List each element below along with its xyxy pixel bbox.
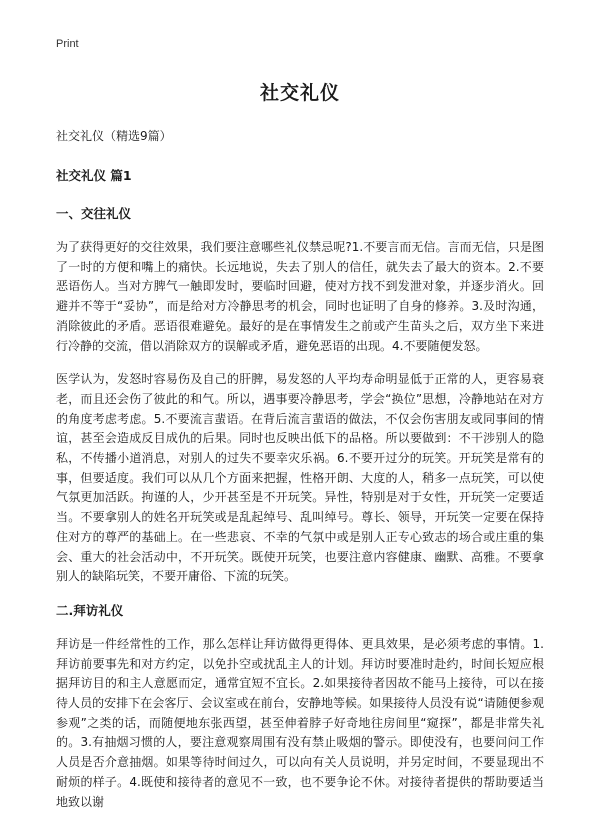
paragraph: 为了获得更好的交往效果，我们要注意哪些礼仪禁忌呢?1.不要言而无信。言而无信，只是图了一时的方便和嘴上的痛快。长远地说，失去了别人的信任，就失去了最大的资本。2.不要恶语伤人。当对方脾气一触即发时，要临时回避，使对方找不到发泄对象，并逐步消火。回避并不等于“妥协”，而是给对方冷静思考的机会，同时也证明了自身的修养。3.及时沟通，消除彼此的矛盾。恶语很难避免。最好的是在事情发生之前或产生苗头之后，双方坐下来进行冷静的交流，借以消除双方的误解或矛盾，避免恶语的出现。4.不要随便发怒。	[56, 240, 544, 353]
heading-communication-etiquette: 一、交往礼仪	[56, 206, 132, 221]
heading-visiting-etiquette: 二.拜访礼仪	[56, 602, 124, 618]
print-label: Print	[56, 38, 79, 50]
paragraph: 医学认为，发怒时容易伤及自己的肝脾，易发怒的人平均寿命明显低于正常的人，更容易衰老，而且还会伤了彼此的和气。所以，遇事要冷静思考，学会“换位”思想，冷静地站在对方的角度考虑考虑。5.不要流言蜚语。在背后流言蜚语的做法，不仅会伤害朋友或同事间的情谊，甚至会造成反目成仇的后果。同时也反映出低下的品格。所以要做到：不干涉别人的隐私，不传播小道消息，对别人的过失不要幸灾乐祸。6.不要开过分的玩笑。开玩笑是常有的事，但要适度。我们可以从几个方面来把握，性格开朗、大度的人，稍多一点玩笑，可以使气氛更加活跃。拘谨的人，少开甚至是不开玩笑。异性，特别是对于女性，开玩笑一定要适当。不要拿别人的姓名开玩笑或是乱起绰号、乱叫绰号。尊长、领导，开玩笑一定要在保持住对方的尊严的基础上。在一些悲哀、不幸的气氛中或是别人正专心致志的场合或庄重的集会、重大的社会活动中，不开玩笑。既使开玩笑，也要注意内容健康、幽默、高雅。不要拿别人的缺陷玩笑，不要开庸俗、下流的玩笑。	[56, 372, 544, 584]
page-title: 社交礼仪	[259, 82, 340, 104]
paragraph: 拜访是一件经常性的工作，那么怎样让拜访做得更得体、更具效果，是必须考虑的事情。1.拜访前要事先和对方约定，以免扑空或扰乱主人的计划。拜访时要准时赴约，时间长短应根据拜访目的和主人意愿而定，通常宜短不宜长。2.如果接待者因故不能马上接待，可以在接待人员的安排下在会客厅、会议室或在前台，安静地等候。如果接待人员没有说“请随便参观参观”之类的话，而随便地东张西望，甚至伸着脖子好奇地往房间里“窥探”，都是非常失礼的。3.有抽烟习惯的人，要注意观察周围有没有禁止吸烟的警示。即使没有，也要问问工作人员是否介意抽烟。如果等待时间过久，可以向有关人员说明，并另定时间，不要显现出不耐烦的样子。4.既使和接待者的意见不一致，也不要争论不休。对接待者提供的帮助要适当地致以谢	[56, 636, 544, 809]
document-subtitle: 社交礼仪（精选9篇）	[56, 129, 172, 143]
section-title: 社交礼仪 篇1	[56, 168, 132, 183]
